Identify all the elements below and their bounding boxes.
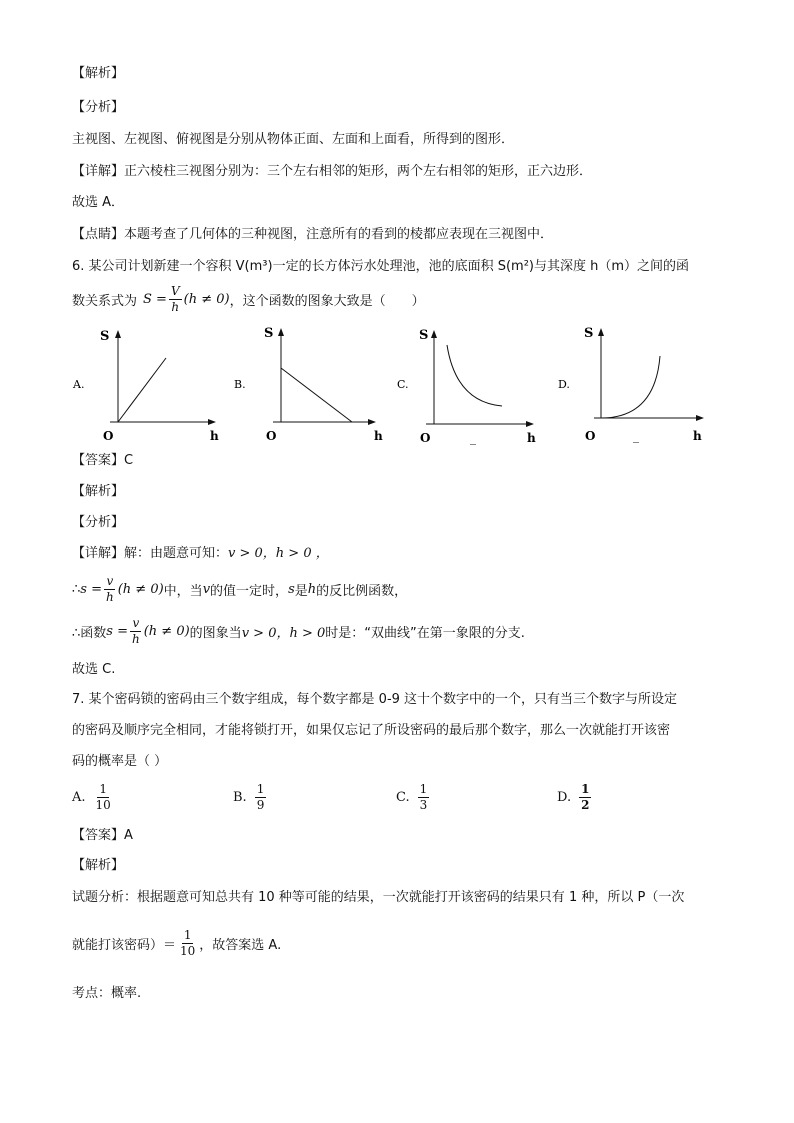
- option-a-denominator: 10: [95, 798, 111, 812]
- graph-d-tick: _: [633, 429, 639, 443]
- graph-b-y-label: S: [264, 326, 274, 341]
- question-6-line-2: [72, 284, 425, 315]
- answer-7: 【答案】A: [72, 828, 133, 843]
- option-d-label: D.: [557, 790, 572, 805]
- option-d-denominator: 2: [581, 798, 590, 812]
- option-b: [233, 782, 268, 813]
- detail-text-5: 【详解】正六棱柱三视图分别为：三个左右相邻的矩形，两个左右相邻的矩形，正六边形．: [72, 164, 593, 179]
- graph-a-origin: O: [103, 429, 114, 443]
- graph-a-y-label: S: [100, 329, 110, 344]
- comment-text-5: 【点睛】本题考查了几何体的三种视图，注意所有的看到的棱都应表现在三视图中．: [72, 227, 554, 242]
- analysis-7-suffix: ，故答案选 A.: [199, 938, 282, 953]
- graph-b-origin: O: [266, 429, 277, 443]
- graph-d-curve: [601, 356, 660, 418]
- detail-line-6-2: [72, 574, 407, 605]
- option-b-denominator: 9: [256, 798, 265, 812]
- d2-text-4: 的反比例函数，: [316, 584, 408, 599]
- d2-condition: (h ≠ 0): [117, 582, 164, 597]
- d2-lhs: s =: [80, 582, 102, 597]
- detail-line-6-3: [72, 616, 525, 647]
- graph-d: [558, 326, 704, 443]
- answer-6: 【答案】C: [72, 453, 134, 468]
- option-c-denominator: 3: [419, 798, 428, 812]
- d2-text-2: 的值一定时，: [210, 584, 289, 599]
- d3-denominator: h: [131, 632, 140, 646]
- graph-b: [234, 326, 383, 443]
- d2-var-h: h: [307, 582, 317, 597]
- choice-text-6: 故选 C.: [72, 662, 116, 677]
- question-6-line-1: 6. 某公司计划新建一个容积 V(m³)一定的长方体污水处理池，池的底面积 S(m²)与其深度 h（m）之间的函: [72, 259, 690, 274]
- graph-c-tick: _: [470, 431, 476, 445]
- question-6-prefix: 数关系式为: [72, 294, 138, 309]
- analysis-7-numerator: 1: [183, 928, 192, 942]
- analysis-7-prefix: 就能打该密码）＝: [72, 938, 177, 953]
- analysis-text-5: 主视图、左视图、俯视图是分别从物体正面、左面和上面看，所得到的图形．: [72, 132, 515, 147]
- jiexi-heading-5: 【解析】: [72, 66, 125, 81]
- fenxi-heading-5: 【分析】: [72, 100, 125, 115]
- option-d-numerator: 1: [581, 782, 590, 796]
- d2-text-1: 中，当: [163, 584, 203, 599]
- d3-text-1: 的图象当: [189, 626, 242, 641]
- d3-condition: (h ≠ 0): [143, 624, 190, 639]
- analysis-7-line-2: [72, 928, 281, 959]
- d2-var-s: s: [288, 582, 295, 597]
- jiexi-heading-6: 【解析】: [72, 484, 125, 499]
- option-d-fraction: [579, 782, 591, 813]
- d3-numerator: v: [132, 616, 140, 630]
- detail-condition: v > 0，h > 0 ，: [228, 546, 329, 561]
- formula-fraction: [169, 284, 182, 315]
- fenxi-heading-6: 【分析】: [72, 515, 125, 530]
- question-7-line-2: 的密码及顺序完全相同，才能将锁打开，如果仅忘记了所设密码的最后那个数字，那么一次就能打开该密: [72, 723, 671, 738]
- question-6-suffix: ，这个函数的图象大致是（ ）: [229, 294, 425, 309]
- graph-c: [397, 328, 536, 445]
- d3-lhs: s =: [106, 624, 128, 639]
- d2-var-v: v: [202, 582, 211, 597]
- graph-d-label: D.: [558, 378, 570, 391]
- graph-d-origin: O: [585, 429, 596, 443]
- option-c-label: C.: [396, 790, 410, 805]
- detail-line-6-1: [72, 544, 329, 564]
- graph-a-curve: [118, 358, 166, 422]
- graph-b-x-label: h: [374, 429, 383, 443]
- option-d: [557, 782, 593, 813]
- graph-c-x-label: h: [527, 431, 536, 445]
- graph-a-label: A.: [73, 378, 85, 391]
- formula-condition: (h ≠ 0): [183, 292, 230, 307]
- analysis-7-denominator: 10: [180, 944, 196, 958]
- option-c-fraction: [418, 782, 430, 813]
- question-7-line-3: 码的概率是（ ）: [72, 754, 168, 769]
- kaodian-7: 考点：概率.: [72, 986, 142, 1001]
- option-b-fraction: [255, 782, 267, 813]
- question-7-line-1: 7. 某个密码锁的密码由三个数字组成，每个数字都是 0-9 这十个数字中的一个，只有当三个数字与所设定: [72, 692, 678, 707]
- graph-a-x-label: h: [210, 429, 219, 443]
- option-b-numerator: 1: [256, 782, 265, 796]
- d2-denominator: h: [105, 590, 114, 604]
- graph-a: [72, 329, 219, 443]
- option-a-label: A.: [72, 790, 86, 805]
- d2-text-3: 是: [294, 584, 308, 599]
- jiexi-heading-7: 【解析】: [72, 858, 125, 873]
- option-a: [72, 782, 115, 813]
- graph-b-label: B.: [234, 378, 246, 391]
- graph-c-y-label: S: [419, 328, 429, 343]
- d3-text-2: 时是：“双曲线”在第一象限的分支.: [325, 626, 525, 641]
- formula-lhs: S =: [143, 292, 167, 307]
- option-b-label: B.: [233, 790, 247, 805]
- detail-prefix: 【详解】解：由题意可知：: [72, 546, 229, 561]
- d3-fraction: [130, 616, 142, 647]
- graph-c-label: C.: [397, 378, 409, 391]
- graph-d-y-label: S: [584, 326, 594, 341]
- analysis-7-fraction: [178, 928, 197, 959]
- d3-prefix: ∴函数: [72, 626, 107, 641]
- choice-text-5: 故选 A．: [72, 195, 125, 210]
- graph-b-curve: [281, 368, 352, 422]
- therefore-symbol: ∴: [72, 582, 81, 597]
- analysis-7-line-1: 试题分析：根据题意可知总共有 10 种等可能的结果，一次就能打开该密码的结果只有 1 种，所以 P（一次: [72, 890, 685, 905]
- graph-d-x-label: h: [693, 429, 702, 443]
- formula-denominator: h: [171, 300, 180, 314]
- d3-condition-2: v > 0，h > 0: [241, 626, 326, 641]
- option-c-numerator: 1: [419, 782, 428, 796]
- formula-numerator: V: [170, 284, 180, 298]
- option-c: [396, 782, 431, 813]
- option-a-numerator: 1: [99, 782, 107, 796]
- graph-c-curve: [447, 345, 502, 406]
- q6-graphs: [0, 322, 794, 452]
- d2-fraction: [104, 574, 116, 605]
- option-a-fraction: [94, 782, 113, 813]
- graph-c-origin: O: [420, 431, 431, 445]
- d2-numerator: v: [106, 574, 114, 588]
